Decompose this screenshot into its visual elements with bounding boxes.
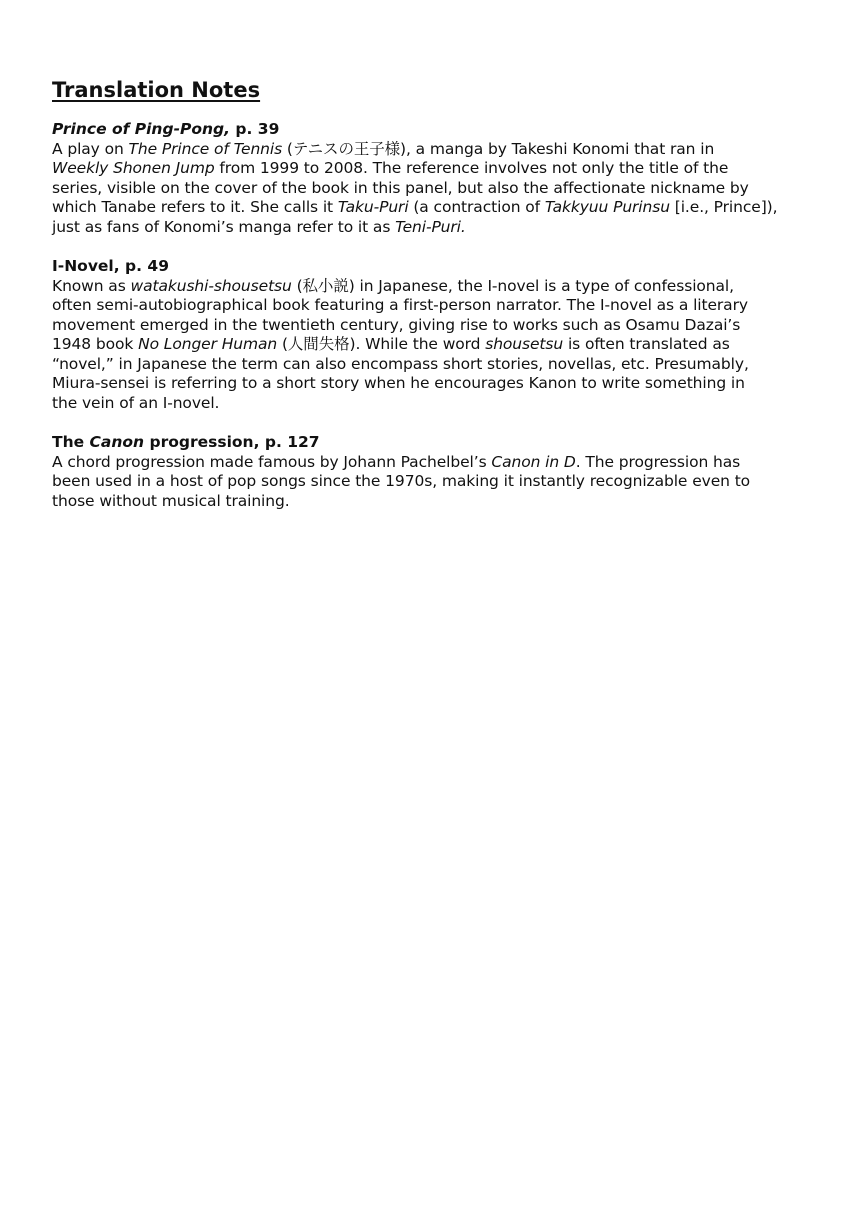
note-body xyxy=(52,453,822,512)
italic-text: shousetsu xyxy=(485,335,564,353)
notes-list xyxy=(52,120,822,511)
body-text: is often translated as xyxy=(563,335,730,353)
body-text: A chord progression made famous by Johann Pachelbel’s xyxy=(52,452,492,471)
note-body-line xyxy=(52,394,822,414)
note-body-line xyxy=(52,198,822,218)
body-text: (私小説) in Japanese, the I-novel is a type of confessional, xyxy=(291,276,734,295)
note-body-line xyxy=(52,296,822,316)
note-heading-italic: Canon xyxy=(89,433,145,451)
note-heading-text: p. 39 xyxy=(230,120,280,138)
note-body-line xyxy=(52,218,822,238)
body-text: series, visible on the cover of the book in this panel, but also the affectionate nickname by xyxy=(52,178,749,197)
note-body-line xyxy=(52,140,822,160)
note-body-line xyxy=(52,277,822,297)
note-heading-text: I-Novel, p. 49 xyxy=(52,257,169,275)
note-body-line xyxy=(52,453,822,473)
note-heading xyxy=(52,120,822,140)
document-page xyxy=(52,76,822,531)
page-title: Translation Notes xyxy=(52,78,261,102)
body-text: from 1999 to 2008. The reference involves not only the title of the xyxy=(214,159,729,177)
note-body-line xyxy=(52,374,822,394)
body-text: often semi-autobiographical book featuring a first-person narrator. The I-novel as a literary xyxy=(52,296,748,314)
note-heading-text: progression, p. 127 xyxy=(144,433,320,451)
note-body-line xyxy=(52,335,822,355)
body-text: those without musical training. xyxy=(52,491,290,510)
italic-text: No Longer Human xyxy=(138,335,278,353)
note-heading-italic: Prince of Ping-Pong, xyxy=(52,120,231,138)
body-text: Known as xyxy=(52,276,131,295)
italic-text: The Prince of Tennis xyxy=(128,139,283,158)
note-body-line xyxy=(52,179,822,199)
body-text: movement emerged in the twentieth century, giving rise to works such as Osamu Dazai’s xyxy=(52,315,741,334)
body-text: been used in a host of pop songs since the 1970s, making it instantly recognizable even to xyxy=(52,472,751,490)
note-body-line xyxy=(52,492,822,512)
body-text: the vein of an I-novel. xyxy=(52,393,220,412)
italic-text: Teni-Puri. xyxy=(395,217,466,236)
note-body-line xyxy=(52,355,822,375)
note-heading xyxy=(52,433,822,453)
italic-text: Weekly Shonen Jump xyxy=(52,159,215,177)
body-text: . The progression has xyxy=(575,452,741,471)
translation-note xyxy=(52,257,822,413)
note-heading xyxy=(52,257,822,277)
note-body-line xyxy=(52,472,822,492)
italic-text: watakushi-shousetsu xyxy=(130,276,292,295)
body-text: which Tanabe refers to it. She calls it xyxy=(52,198,338,216)
body-text: (テニスの王子様), a manga by Takeshi Konomi that ran in xyxy=(282,139,715,158)
body-text: just as fans of Konomi’s manga refer to it as xyxy=(52,217,396,236)
body-text: Miura-sensei is referring to a short story when he encourages Kanon to write something in xyxy=(52,374,745,392)
note-heading-text: The xyxy=(52,433,90,451)
body-text: [i.e., Prince]), xyxy=(669,198,778,216)
note-body xyxy=(52,140,822,238)
italic-text: Takkyuu Purinsu xyxy=(544,198,670,216)
note-body-line xyxy=(52,159,822,179)
translation-note xyxy=(52,433,822,511)
body-text: (a contraction of xyxy=(408,198,545,216)
body-text: “novel,” in Japanese the term can also encompass short stories, novellas, etc. Presumably, xyxy=(52,354,749,373)
translation-note xyxy=(52,120,822,237)
note-body xyxy=(52,277,822,414)
italic-text: Taku-Puri xyxy=(337,198,409,216)
note-body-line xyxy=(52,316,822,336)
body-text: 1948 book xyxy=(52,335,139,353)
body-text: A play on xyxy=(52,139,129,158)
italic-text: Canon in D xyxy=(491,452,576,471)
body-text: (人間失格). While the word xyxy=(277,335,486,353)
